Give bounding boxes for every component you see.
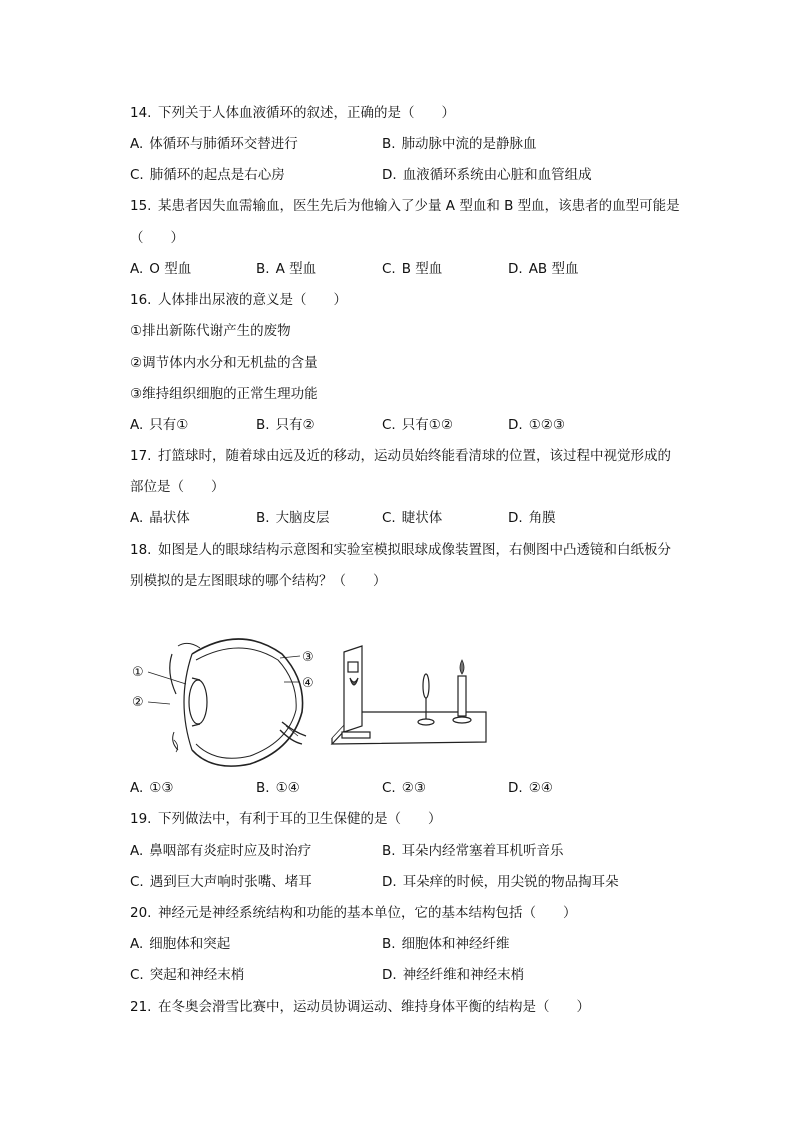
option-text: 只有② — [275, 417, 315, 433]
option-text: A 型血 — [275, 261, 317, 277]
option-text: 肺动脉中流的是静脉血 — [401, 136, 537, 152]
question-16-item-3 — [130, 385, 318, 403]
option-text: 肺循环的起点是右心房 — [149, 167, 285, 183]
option-text: 只有① — [149, 417, 189, 433]
question-19-stem — [130, 810, 442, 828]
question-number: 16. — [130, 292, 152, 308]
option-17-c — [382, 509, 442, 527]
option-text: 血液循环系统由心脏和血管组成 — [402, 167, 592, 183]
option-15-b — [256, 260, 316, 278]
option-18-d — [508, 779, 553, 797]
question-number: 17. — [130, 448, 152, 464]
question-18-stem — [130, 541, 671, 559]
figure-label-2: ② — [132, 695, 144, 710]
option-text: 耳朵内经常塞着耳机听音乐 — [401, 843, 564, 859]
option-text: 遇到巨大声响时张嘴、堵耳 — [149, 874, 312, 890]
option-letter: D. — [382, 967, 397, 983]
option-letter: C. — [382, 417, 396, 433]
lab-model-apparatus — [332, 646, 486, 744]
option-text: O 型血 — [149, 261, 192, 277]
option-letter: B. — [256, 780, 270, 796]
question-text: 在冬奥会滑雪比赛中，运动员协调运动、维持身体平衡的结构是（ ） — [158, 999, 590, 1015]
figure-label-3: ③ — [302, 650, 314, 665]
option-text: ②④ — [528, 780, 553, 796]
option-text: ①④ — [275, 780, 300, 796]
question-number: 14. — [130, 105, 152, 121]
option-19-c — [130, 873, 312, 891]
option-letter: C. — [382, 510, 396, 526]
option-letter: A. — [130, 510, 144, 526]
option-14-a — [130, 135, 298, 153]
question-18-stem-cont — [130, 572, 387, 590]
option-19-b — [382, 842, 564, 860]
option-letter: B. — [382, 936, 396, 952]
option-letter: B. — [382, 843, 396, 859]
question-16-item-1 — [130, 322, 291, 340]
option-text: 体循环与肺循环交替进行 — [149, 136, 298, 152]
eye-model-figure — [130, 632, 490, 772]
option-letter: B. — [256, 510, 270, 526]
option-letter: C. — [382, 780, 396, 796]
option-letter: C. — [130, 967, 144, 983]
option-letter: C. — [130, 874, 144, 890]
option-16-b — [256, 416, 315, 434]
option-18-b — [256, 779, 300, 797]
question-16-stem — [130, 291, 347, 309]
option-text: 只有①② — [401, 417, 453, 433]
option-letter: D. — [508, 261, 523, 277]
option-text: 晶状体 — [149, 510, 190, 526]
option-letter: D. — [508, 780, 523, 796]
option-letter: D. — [382, 167, 397, 183]
option-letter: A. — [130, 261, 144, 277]
option-18-c — [382, 779, 426, 797]
option-text: 神经纤维和神经末梢 — [402, 967, 525, 983]
question-17-stem-cont — [130, 478, 225, 496]
option-text: 角膜 — [528, 510, 556, 526]
question-number: 19. — [130, 811, 152, 827]
question-text: 别模拟的是左图眼球的哪个结构？（ ） — [130, 573, 387, 589]
option-15-d — [508, 260, 578, 278]
question-15-stem — [130, 197, 680, 215]
option-letter: A. — [130, 780, 144, 796]
option-15-a — [130, 260, 191, 278]
option-17-b — [256, 509, 330, 527]
option-text: AB 型血 — [528, 261, 579, 277]
option-letter: B. — [382, 136, 396, 152]
question-text: ②调节体内水分和无机盐的含量 — [130, 355, 318, 371]
option-17-a — [130, 509, 190, 527]
option-letter: D. — [382, 874, 397, 890]
question-number: 18. — [130, 542, 152, 558]
option-18-a — [130, 779, 174, 797]
question-text: 部位是（ ） — [130, 479, 225, 495]
option-text: 细胞体和突起 — [149, 936, 231, 952]
option-letter: C. — [382, 261, 396, 277]
option-20-d — [382, 966, 524, 984]
figure-label-1: ① — [132, 665, 144, 680]
option-17-d — [508, 509, 556, 527]
option-16-a — [130, 416, 188, 434]
question-text: 神经元是神经系统结构和功能的基本单位，它的基本结构包括（ ） — [158, 905, 577, 921]
option-20-c — [130, 966, 244, 984]
option-20-a — [130, 935, 230, 953]
question-14-stem — [130, 104, 455, 122]
question-text: ①排出新陈代谢产生的废物 — [130, 323, 291, 339]
option-14-b — [382, 135, 537, 153]
option-text: ①②③ — [528, 417, 565, 433]
eye-structure-diagram — [148, 639, 306, 766]
option-letter: A. — [130, 417, 144, 433]
option-letter: A. — [130, 843, 144, 859]
question-number: 20. — [130, 905, 152, 921]
option-letter: D. — [508, 417, 523, 433]
option-19-a — [130, 842, 311, 860]
option-letter: D. — [508, 510, 523, 526]
question-text: ③维持组织细胞的正常生理功能 — [130, 386, 318, 402]
figure-label-4: ④ — [302, 676, 314, 691]
option-text: 突起和神经末梢 — [149, 967, 245, 983]
option-text: 细胞体和神经纤维 — [401, 936, 510, 952]
question-text: 某患者因失血需输血，医生先后为他输入了少量 A 型血和 B 型血，该患者的血型可能是 — [158, 198, 680, 214]
option-20-b — [382, 935, 510, 953]
question-21-stem — [130, 998, 590, 1016]
question-20-stem — [130, 904, 577, 922]
option-text: 鼻咽部有炎症时应及时治疗 — [149, 843, 312, 859]
question-15-stem-cont — [130, 229, 184, 247]
option-text: ①③ — [149, 780, 174, 796]
question-text: 下列做法中，有利于耳的卫生保健的是（ ） — [158, 811, 442, 827]
question-17-stem — [130, 447, 671, 465]
question-text: （ ） — [130, 230, 184, 246]
option-letter: A. — [130, 136, 144, 152]
question-number: 21. — [130, 999, 152, 1015]
question-text: 打篮球时，随着球由远及近的移动，运动员始终能看清球的位置，该过程中视觉形成的 — [158, 448, 671, 464]
option-text: ②③ — [401, 780, 426, 796]
question-number: 15. — [130, 198, 152, 214]
question-16-item-2 — [130, 354, 318, 372]
option-letter: B. — [256, 261, 270, 277]
question-text: 下列关于人体血液循环的叙述，正确的是（ ） — [158, 105, 455, 121]
question-text: 人体排出尿液的意义是（ ） — [158, 292, 347, 308]
option-16-d — [508, 416, 565, 434]
option-19-d — [382, 873, 619, 891]
option-14-d — [382, 166, 592, 184]
question-text: 如图是人的眼球结构示意图和实验室模拟眼球成像装置图，右侧图中凸透镜和白纸板分 — [158, 542, 671, 558]
option-14-c — [130, 166, 285, 184]
option-letter: B. — [256, 417, 270, 433]
option-letter: A. — [130, 936, 144, 952]
option-text: 大脑皮层 — [275, 510, 330, 526]
option-text: B 型血 — [401, 261, 443, 277]
option-15-c — [382, 260, 442, 278]
option-letter: C. — [130, 167, 144, 183]
option-16-c — [382, 416, 453, 434]
option-text: 耳朵痒的时候，用尖锐的物品掏耳朵 — [402, 874, 619, 890]
option-text: 睫状体 — [401, 510, 443, 526]
